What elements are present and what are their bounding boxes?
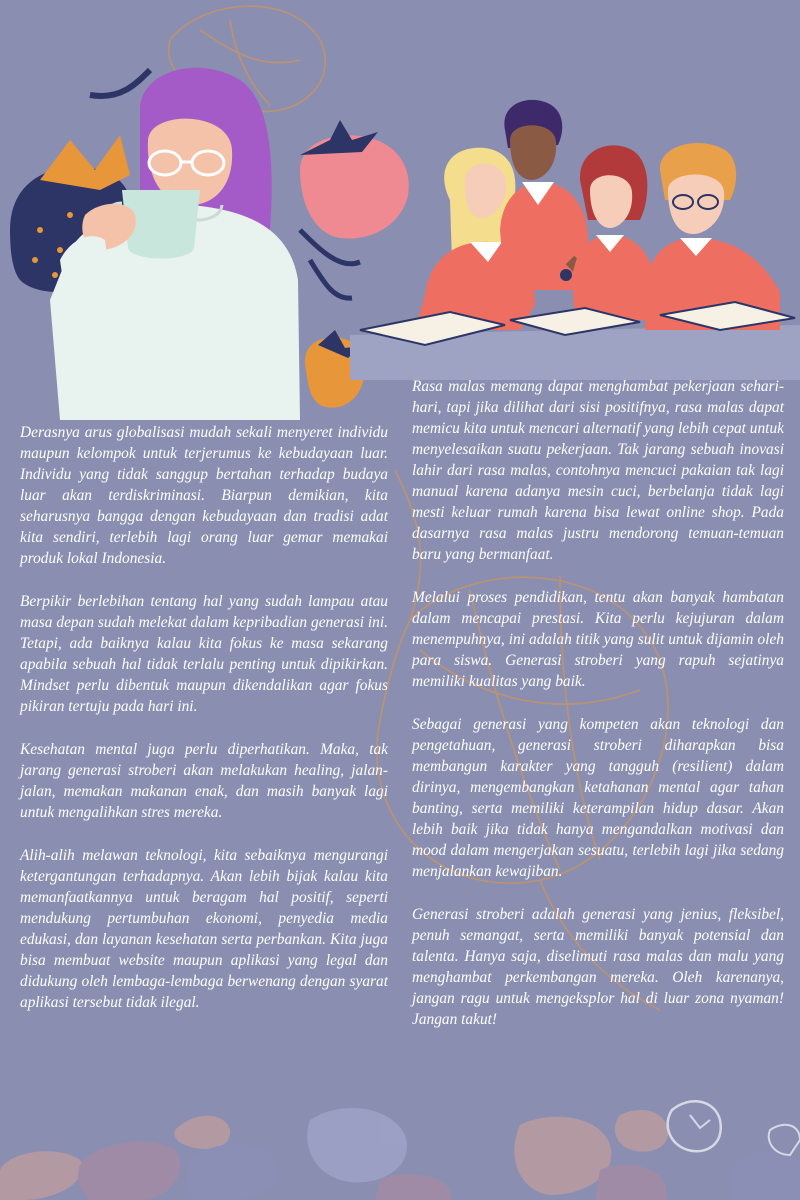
paragraph-globalisasi: Derasnya arus globalisasi mudah sekali menyeret individu maupun kelompok untuk terjerumus ke kebudayaan luar. Individu yang tidak sanggup bertahan terhadap budaya luar akan terdiskriminasi. Biarpun demikian, kita seharusnya bangga dengan kebudayaan dan tradisi adat kita sendiri, terlebih lagi orang luar gemar memakai produk lokal Indonesia.: [20, 424, 388, 567]
paragraph-generasi-stroberi: Generasi stroberi adalah generasi yang jenius, fleksibel, penuh semangat, serta memiliki banyak potensial dan talenta. Hanya saja, diselimuti rasa malas dan malu yang menghambat perkembangan mereka. Oleh karenanya, jangan ragu untuk mengeksplor hal di luar zona nyaman! Jangan takut!: [412, 906, 784, 1028]
paragraph-kompeten: Sebagai generasi yang kompeten akan teknologi dan pengetahuan, generasi stroberi diharapkan bisa membangun karakter yang tangguh (resilient) dalam dirinya, mengembangkan ketahanan mental agar tahan banting, serta memiliki keterampilan hidup dasar. Akan lebih baik jika tidak hanya mengandalkan motivasi dan mood dalam mengerjakan sesuatu, terlebih lagi jika sedang menjalankan kewajiban.: [412, 716, 784, 880]
paragraph-kesehatan-mental: Kesehatan mental juga perlu diperhatikan. Maka, tak jarang generasi stroberi akan melakukan healing, jalan-jalan, memakan makanan enak, dan masih banyak lagi untuk mengalihkan stres mereka.: [20, 741, 388, 821]
paragraph-teknologi: Alih-alih melawan teknologi, kita sebaiknya mengurangi ketergantungan terhadapnya. Akan lebih bijak kalau kita memanfaatkannya untuk beragam hal positif, seperti mendukung pertumbuhan ekonomi, penyedia media edukasi, dan layanan kesehatan serta perbankan. Kita juga bisa membuat website maupun aplikasi yang legal dan didukung oleh lembaga-lembaga berwenang dengan syarat aplikasi tersebut tidak ilegal.: [20, 847, 388, 1011]
pebble-decorations: [0, 1090, 800, 1200]
paragraph-pendidikan: Melalui proses pendidikan, tentu akan banyak hambatan dalam mencapai prestasi. Kita perlu kejujuran dalam menempuhnya, ini adalah titik yang sulit untuk dijamin oleh para siswa. Generasi stroberi yang rapuh sejatinya memiliki kualitas yang baik.: [412, 589, 784, 690]
student-glasses: [645, 143, 780, 330]
paragraph-berpikir: Berpikir berlebihan tentang hal yang sudah lampau atau masa depan sudah melekat dalam kepribadian generasi ini. Tetapi, ada baiknya kalau kita fokus ke masa sekarang apabila sebuah hal tidak terlalu penting untuk dipikirkan. Mindset perlu dibentuk maupun dikendalikan agar fokus pikiran tertuju pada hari ini.: [20, 593, 388, 715]
right-column: [412, 376, 784, 1052]
left-column: [20, 422, 388, 1035]
paragraph-rasa-malas: Rasa malas memang dapat menghambat pekerjaan sehari-hari, tapi jika dilihat dari sisi positifnya, rasa malas dapat memicu kita untuk mencari alternatif yang lebih cepat untuk menyelesaikan suatu pekerjaan. Tak jarang sebuah inovasi lahir dari rasa malas, contohnya mencuci pakaian tak lagi manual karena adanya mesin cuci, berbelanja tidak lagi mesti keluar rumah karena bisa lewat online shop. Pada dasarnya rasa malas justru mendorong temuan-temuan baru yang bermanfaat.: [412, 378, 784, 563]
students-studying-illustration: [340, 30, 800, 390]
